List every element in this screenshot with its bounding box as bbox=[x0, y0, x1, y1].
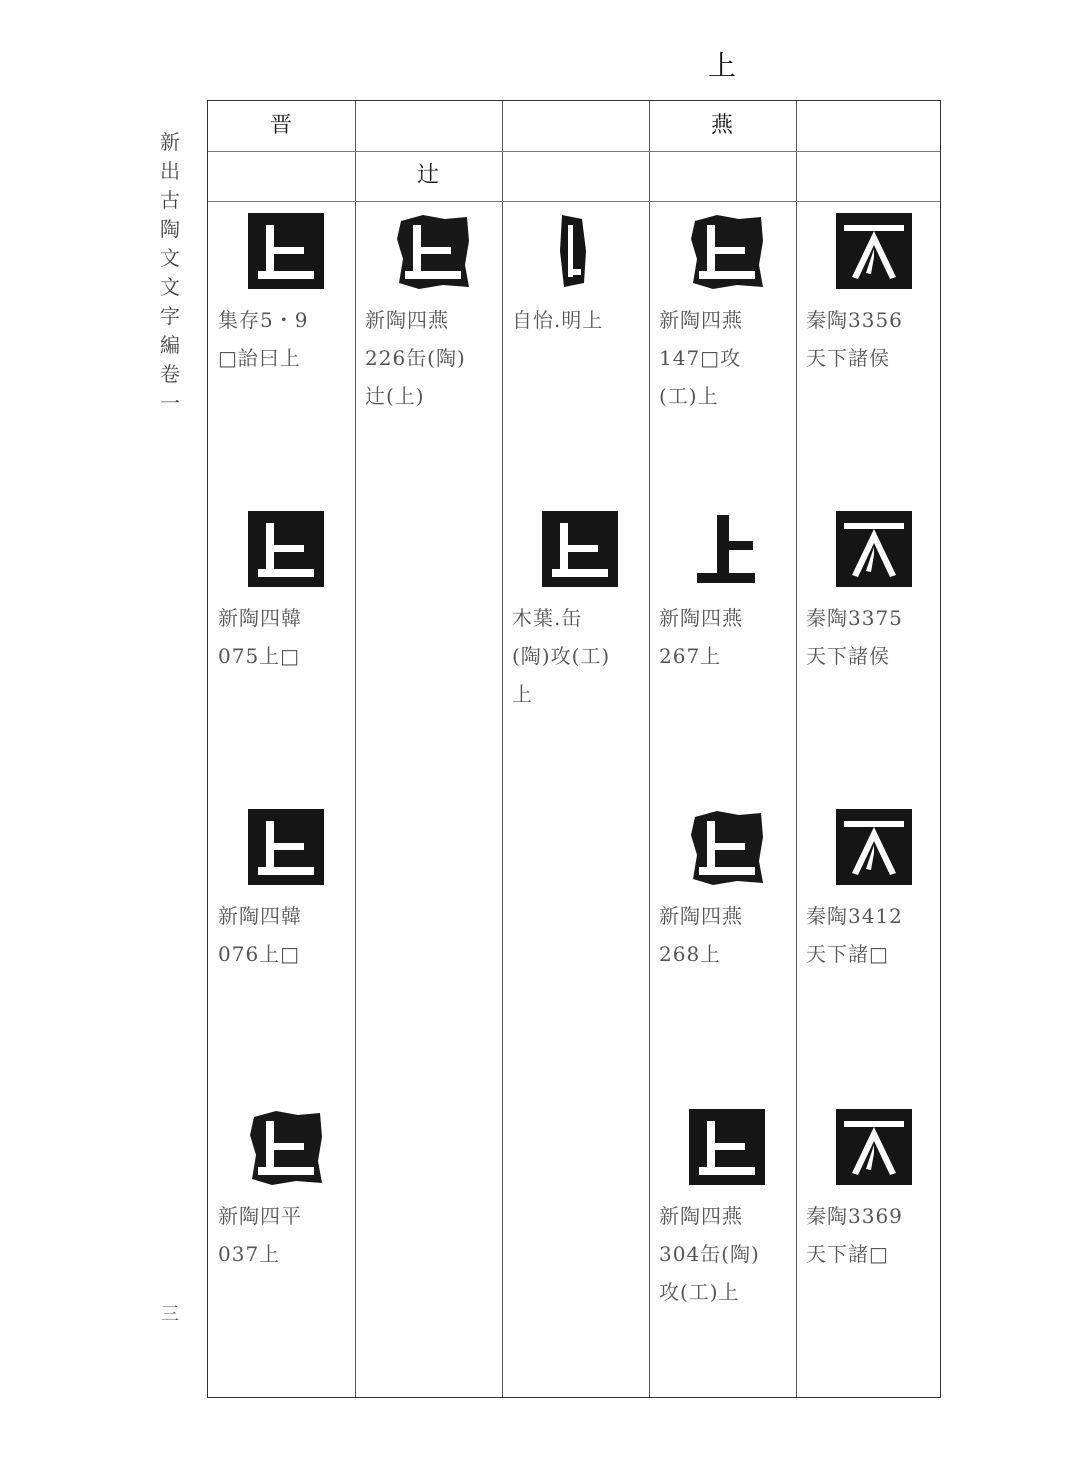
seal-glyph-image bbox=[834, 509, 914, 589]
character-entry bbox=[355, 211, 501, 415]
side-title-char: 字 bbox=[160, 304, 180, 328]
seal-glyph-image bbox=[834, 807, 914, 887]
subheader-cell-variant: 辻 bbox=[416, 163, 439, 188]
character-entry bbox=[208, 509, 354, 675]
caption-line: 304缶(陶) bbox=[659, 1242, 760, 1266]
character-entry bbox=[208, 1107, 354, 1273]
character-entry bbox=[796, 509, 942, 675]
character-table bbox=[207, 100, 941, 1398]
caption-line: (工)上 bbox=[659, 384, 719, 408]
caption-line: 新陶四韓 bbox=[218, 606, 302, 630]
header-cell bbox=[502, 101, 648, 151]
caption-line: 新陶四韓 bbox=[218, 904, 302, 928]
entry-caption bbox=[208, 1197, 358, 1273]
caption-line: 新陶四燕 bbox=[659, 1204, 743, 1228]
side-book-title bbox=[156, 128, 184, 418]
caption-line: 037上 bbox=[218, 1242, 281, 1266]
side-title-char: 陶 bbox=[160, 217, 180, 241]
seal-glyph-image bbox=[246, 211, 326, 291]
character-entry bbox=[796, 807, 942, 973]
seal-glyph-image bbox=[246, 807, 326, 887]
character-entry bbox=[649, 807, 795, 973]
side-title-char: 一 bbox=[160, 391, 180, 415]
caption-line: 天下諸□ bbox=[806, 942, 889, 966]
header-cell bbox=[355, 101, 501, 151]
seal-glyph-image bbox=[540, 509, 620, 589]
caption-line: 上 bbox=[512, 682, 533, 706]
head-character: 上 bbox=[707, 49, 736, 82]
entry-caption bbox=[649, 1197, 799, 1311]
caption-line: 新陶四燕 bbox=[659, 606, 743, 630]
character-entry bbox=[796, 1107, 942, 1273]
side-title-char: 新 bbox=[160, 130, 180, 154]
seal-glyph-image bbox=[246, 1107, 326, 1187]
caption-line: 自怡.明上 bbox=[512, 308, 604, 332]
seal-glyph-image bbox=[687, 509, 767, 589]
seal-glyph-image bbox=[687, 807, 767, 887]
seal-glyph-image bbox=[540, 211, 620, 291]
character-entry bbox=[649, 1107, 795, 1311]
entry-caption bbox=[649, 897, 799, 973]
seal-glyph-image bbox=[687, 211, 767, 291]
caption-line: 新陶四燕 bbox=[659, 904, 743, 928]
caption-line: 075上□ bbox=[218, 644, 301, 668]
seal-glyph-image bbox=[687, 1107, 767, 1187]
entry-caption bbox=[502, 301, 652, 339]
side-title-char: 古 bbox=[160, 188, 180, 212]
caption-line: (陶)攻(工) bbox=[512, 644, 611, 668]
caption-line: 新陶四平 bbox=[218, 1204, 302, 1228]
seal-glyph-image bbox=[834, 1107, 914, 1187]
caption-line: □詒曰上 bbox=[218, 346, 301, 370]
caption-line: 秦陶3375 bbox=[806, 606, 903, 630]
caption-line: 辻(上) bbox=[365, 384, 425, 408]
caption-line: 076上□ bbox=[218, 942, 301, 966]
character-entry bbox=[502, 211, 648, 339]
character-entry bbox=[502, 509, 648, 713]
entry-caption bbox=[796, 301, 946, 377]
header-cell-jin: 晋 bbox=[269, 113, 292, 138]
seal-glyph-image bbox=[834, 211, 914, 291]
caption-line: 新陶四燕 bbox=[365, 308, 449, 332]
entry-caption bbox=[796, 897, 946, 973]
character-entry bbox=[649, 509, 795, 675]
entry-caption bbox=[649, 599, 799, 675]
entry-caption bbox=[208, 897, 358, 973]
caption-line: 秦陶3412 bbox=[806, 904, 903, 928]
caption-line: 226缶(陶) bbox=[365, 346, 466, 370]
header-cell bbox=[796, 101, 942, 151]
side-title-char: 出 bbox=[160, 159, 180, 183]
page-number: 三 bbox=[161, 1304, 179, 1325]
caption-line: 秦陶3369 bbox=[806, 1204, 903, 1228]
entry-caption bbox=[355, 301, 505, 415]
caption-line: 天下諸□ bbox=[806, 1242, 889, 1266]
character-entry bbox=[208, 807, 354, 973]
caption-line: 天下諸侯 bbox=[806, 346, 890, 370]
entry-caption bbox=[649, 301, 799, 415]
caption-line: 天下諸侯 bbox=[806, 644, 890, 668]
header-divider bbox=[208, 201, 940, 202]
side-title-char: 卷 bbox=[160, 362, 180, 386]
entry-caption bbox=[796, 599, 946, 675]
entry-caption bbox=[796, 1197, 946, 1273]
caption-line: 147□攻 bbox=[659, 346, 742, 370]
caption-line: 攻(工)上 bbox=[659, 1280, 740, 1304]
caption-line: 秦陶3356 bbox=[806, 308, 903, 332]
side-title-char: 文 bbox=[160, 246, 180, 270]
caption-line: 木葉.缶 bbox=[512, 606, 583, 630]
subheader-cell bbox=[208, 151, 354, 201]
entry-caption bbox=[208, 599, 358, 675]
subheader-cell bbox=[502, 151, 648, 201]
seal-glyph-image bbox=[246, 509, 326, 589]
character-entry bbox=[796, 211, 942, 377]
entry-caption bbox=[502, 599, 652, 713]
side-title-char: 文 bbox=[160, 275, 180, 299]
character-entry bbox=[649, 211, 795, 415]
caption-line: 新陶四燕 bbox=[659, 308, 743, 332]
entry-caption bbox=[208, 301, 358, 377]
subheader-cell bbox=[796, 151, 942, 201]
header-cell-yan: 燕 bbox=[710, 113, 733, 138]
side-title-char: 編 bbox=[160, 333, 180, 357]
seal-glyph-image bbox=[393, 211, 473, 291]
caption-line: 集存5・9 bbox=[218, 308, 309, 332]
character-entry bbox=[208, 211, 354, 377]
caption-line: 268上 bbox=[659, 942, 722, 966]
subheader-cell bbox=[649, 151, 795, 201]
caption-line: 267上 bbox=[659, 644, 722, 668]
